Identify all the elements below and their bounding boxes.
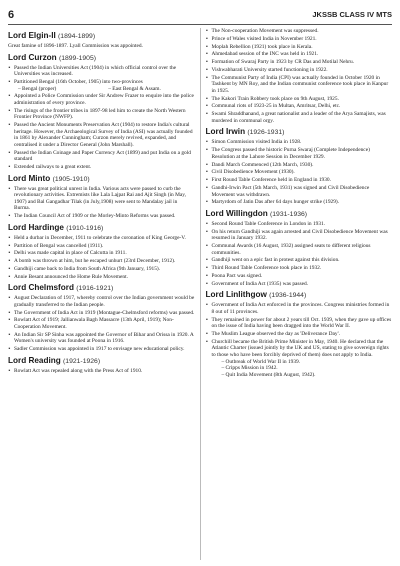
- section-heading-linlithgow: [206, 290, 393, 301]
- heading-years: (1899-1905): [58, 54, 96, 62]
- list-item: [206, 265, 393, 272]
- section-heading-hardinge: [8, 223, 195, 234]
- list-item: [206, 221, 393, 228]
- list-item-text: Partition of Bengal was cancelled (1911).: [14, 242, 104, 249]
- list-item: [8, 346, 195, 353]
- list-item-text: Poona Pact was signed.: [211, 272, 263, 279]
- sub-list: [14, 86, 195, 93]
- section-heading-elgin: [8, 31, 195, 42]
- bullet-icon: ▪: [206, 177, 208, 184]
- list-item-text: Dandi March Commenced (12th March, 1930).: [211, 161, 314, 168]
- bullet-icon: ▪: [8, 122, 11, 129]
- list-item-text: An Indian Sir SP Sinha was appointed the Governor of Bihar and Orissa in 1920. A Women's university was founded at Poona in 1916.: [14, 331, 194, 345]
- section-heading-minto: [8, 174, 195, 185]
- list-item: [206, 139, 393, 146]
- bullet-icon: ▪: [206, 59, 208, 66]
- bullet-icon: ▪: [206, 95, 208, 102]
- list-item: [206, 44, 393, 51]
- page-header: [8, 6, 392, 25]
- list-item: [206, 59, 393, 66]
- list-item-text: They remained in power for about 2 years till Oct. 1939, when they gave up offices on the issue of India having been dragged into the World War II.: [211, 316, 392, 330]
- list-item-text: The Congress passed the historic Purna Swaraj (Complete Independence) Resolution at the Lahore Session in December 1929.: [211, 147, 370, 160]
- right-column: [200, 28, 393, 560]
- list-item-text: Government of India Act enforced in the provinces. Congress ministries formed in 8 out of 11 provinces.: [211, 302, 390, 315]
- list-item: [8, 108, 195, 121]
- bullet-icon: ▪: [8, 78, 11, 85]
- bullet-icon: ▪: [206, 28, 208, 34]
- list-item: [8, 317, 195, 330]
- heading-years: (1905-1910): [52, 175, 90, 183]
- bullet-icon: ▪: [8, 242, 11, 249]
- list-item-text: Rowlatt Act was repealed along with the Press Act of 1910.: [14, 367, 143, 374]
- list-item: [8, 186, 195, 212]
- list-item: [206, 147, 393, 160]
- list-item-text: Extended railways to a great extent.: [14, 164, 92, 171]
- bullet-list-minto: [8, 186, 195, 220]
- bullet-icon: ▪: [206, 111, 208, 118]
- list-item: [206, 162, 393, 169]
- list-item-text: On his return Gandhiji was again arrested and Civil Disobedience Movement was resumed in January 1932.: [211, 228, 388, 242]
- bullet-list-curzon: [8, 65, 195, 171]
- list-item-text: Formation of Swaraj Party in 1923 by CR Das and Motilal Nehru.: [211, 59, 355, 66]
- bullet-icon: ▪: [8, 107, 11, 114]
- bullet-icon: ▪: [206, 184, 208, 191]
- section-heading-chelmsford: [8, 283, 195, 294]
- heading-years: (1931-1936): [270, 210, 308, 218]
- list-item: [206, 177, 393, 184]
- list-item: [206, 273, 393, 280]
- sub-item: – Outbreak of World War II in 1939.: [221, 358, 301, 365]
- heading-years: (1936-1944): [269, 292, 307, 300]
- page-number: 6: [8, 9, 15, 21]
- bullet-icon: ▪: [206, 147, 208, 154]
- sub-item: – Bengal (proper): [18, 85, 57, 92]
- list-item-text: Simon Commission visited India in 1928.: [211, 139, 302, 146]
- list-item-text: A bomb was thrown at him, but he escaped unhurt (23rd December, 1912).: [14, 258, 176, 265]
- section-heading-willingdon: [206, 209, 393, 220]
- heading-title: Lord Minto: [8, 173, 51, 183]
- heading-title: Lord Linlithgow: [205, 290, 267, 300]
- list-item-text: Prince of Wales visited India in November 1921.: [211, 35, 317, 42]
- list-item: [8, 250, 195, 257]
- list-item: [206, 243, 393, 256]
- heading-title: Lord Hardinge: [8, 222, 64, 232]
- bullet-icon: ▪: [8, 185, 11, 192]
- bullet-list-willingdon: [206, 221, 393, 287]
- list-item-text: Gandhiji went on a epic fast in protest against this division.: [211, 257, 340, 264]
- bullet-icon: ▪: [8, 234, 11, 241]
- list-item-text: Held a durbar in December, 1911 to celebrate the coronation of King George-V.: [14, 234, 186, 241]
- list-item: [206, 111, 393, 124]
- list-item: [206, 36, 393, 43]
- list-item: [8, 258, 195, 265]
- bullet-icon: ▪: [206, 43, 208, 50]
- bullet-icon: ▪: [8, 64, 11, 71]
- list-item-text: The Government of India Act in 1919 (Montague-Chelmsford reforms) was passed.: [14, 309, 195, 316]
- heading-title: Lord Irwin: [205, 127, 246, 137]
- heading-title: Lord Willingdon: [205, 208, 268, 218]
- list-item-text: Third Round Table Conference took place in 1932.: [211, 265, 322, 272]
- heading-years: (1910-1916): [66, 224, 104, 232]
- list-item: [8, 164, 195, 171]
- list-item-text: Rowlatt Act of 1919; Jallianwala Bagh Massacre (13th April, 1919); Non-Cooperation Movement.: [14, 317, 174, 331]
- bullet-icon: ▪: [206, 35, 208, 42]
- bullet-icon: ▪: [206, 338, 208, 345]
- bullet-list-reading-continued: [206, 28, 393, 124]
- list-item-text: The risings of the frontier tribes in 1897-98 led him to create the North Western Frontier Province (NWFP).: [14, 107, 186, 121]
- list-item: [206, 96, 393, 103]
- list-item: [8, 235, 195, 242]
- list-item: [8, 213, 195, 220]
- list-item-text: Churchill became the British Prime Minister in May, 1940. He declared that the Atlantic Charter (issued jointly by the UK and US, stating to give sovereign rights to those who have been forcibly deprived of them) does not apply to India.: [211, 338, 389, 359]
- list-item-text: Sadler Commission was appointed in 1917 to envisage new educational policy.: [14, 346, 185, 353]
- list-item-text: Civil Disobedience Movement (1930).: [211, 169, 295, 176]
- list-item-text: Gandhiji came back to India from South Africa (9th January, 1915).: [14, 265, 161, 272]
- list-item-text: The Non-cooperation Movement was suppressed.: [211, 28, 319, 34]
- bullet-icon: ▪: [206, 228, 208, 235]
- list-item: [206, 103, 393, 110]
- list-item-text: Vishwabharati University started functioning in 1922.: [211, 66, 328, 73]
- list-item-text: The Kakori Train Robbery took place on 9th August, 1925.: [211, 95, 339, 102]
- bullet-icon: ▪: [8, 309, 11, 316]
- bullet-icon: ▪: [206, 169, 208, 176]
- list-item-text: Ahmedabad session of the INC was held in 1921.: [211, 51, 319, 58]
- list-item-text: Annie Besant announced the Home Rule Movement.: [14, 273, 128, 280]
- bullet-icon: ▪: [206, 220, 208, 227]
- section-heading-irwin: [206, 127, 393, 138]
- list-item: [8, 266, 195, 273]
- list-item: [206, 331, 393, 338]
- bullet-list-irwin: [206, 139, 393, 205]
- sub-item: – Cripps Mission in 1942.: [221, 365, 278, 372]
- bullet-icon: ▪: [206, 257, 208, 264]
- bullet-icon: ▪: [8, 295, 11, 302]
- bullet-icon: ▪: [8, 331, 11, 338]
- list-item-text: Second Round Table Conference in London in 1931.: [211, 220, 326, 227]
- bullet-icon: ▪: [8, 265, 11, 272]
- list-item: [8, 332, 195, 345]
- heading-years: (1921-1926): [63, 357, 101, 365]
- list-item-text: Martyrdom of Jatin Das after 64 days hunger strike (1929).: [211, 199, 340, 206]
- list-item: [8, 150, 195, 163]
- list-item: [206, 257, 393, 264]
- list-item-text: Gandhi-Irwin Pact (5th March, 1931) was signed and Civil Disobedience Movement was withdrawn.: [211, 184, 370, 198]
- list-item: [206, 317, 393, 330]
- list-item: [8, 65, 195, 78]
- list-item: [206, 51, 393, 58]
- list-item: [206, 281, 393, 288]
- list-item: [8, 93, 195, 106]
- heading-years: (1926-1931): [247, 129, 285, 137]
- list-item-text: Moplah Rebellion (1921) took place in Kerala.: [211, 43, 313, 50]
- bullet-icon: ▪: [206, 66, 208, 73]
- list-item-text: Communal riots of 1923-25 in Multan, Amritsar, Delhi, etc.: [211, 103, 341, 110]
- list-item-text: Partitioned Bengal (16th October, 1905) into two-provinces: [14, 78, 143, 85]
- list-item-text: First Round Table Conference held in England in 1930.: [211, 177, 331, 184]
- list-item: [8, 79, 195, 92]
- book-title: JKSSB CLASS IV MTS: [312, 10, 392, 19]
- list-item: [206, 339, 393, 379]
- bullet-icon: ▪: [8, 250, 11, 257]
- sub-item: – Quit India Movement (8th August, 1942).: [221, 371, 316, 378]
- list-item: [206, 75, 393, 95]
- bullet-icon: ▪: [8, 317, 11, 324]
- list-item: [206, 302, 393, 315]
- list-item: [8, 310, 195, 317]
- section-heading-reading: [8, 356, 195, 367]
- bullet-icon: ▪: [8, 346, 11, 353]
- bullet-icon: ▪: [8, 213, 11, 220]
- bullet-icon: ▪: [206, 331, 208, 338]
- heading-title: Lord Curzon: [8, 52, 57, 62]
- list-item-text: Passed the Ancient Monuments Preservation Act (1904) to restore India's cultural heritage. However, the Archaeological Survey of India (ASI) was actually founded in 1861 by Alexander Cunningham; Curzon merely revived, expanded, and centralised it under a Director General (John Marshall).: [14, 122, 193, 148]
- list-item-text: The Indian Council Act of 1909 or the Morley-Minto Reforms was passed.: [14, 213, 176, 220]
- bullet-icon: ▪: [8, 258, 11, 265]
- bullet-icon: ▪: [206, 51, 208, 58]
- bullet-icon: ▪: [206, 139, 208, 146]
- list-item: [8, 122, 195, 148]
- list-item-text: Communal Awards (16 August, 1932) assigned seats to different religious communities.: [211, 243, 371, 256]
- bullet-icon: ▪: [206, 272, 208, 279]
- section-intro-elgin: Great famine of 1896-1897. Lyall Commission was appointed.: [8, 43, 143, 49]
- bullet-icon: ▪: [206, 316, 208, 323]
- list-item: [8, 243, 195, 250]
- section-heading-curzon: [8, 53, 195, 64]
- list-item: [206, 67, 393, 74]
- list-item: [8, 295, 195, 308]
- bullet-list-linlithgow: [206, 302, 393, 378]
- heading-years: (1894-1899): [58, 33, 96, 40]
- bullet-icon: ▪: [8, 149, 11, 156]
- list-item-text: Swami Shraddhanand, a great nationalist and a leader of the Arya Samajists, was murdered in communal orgy.: [211, 111, 386, 124]
- list-item: [206, 199, 393, 206]
- bullet-icon: ▪: [206, 280, 208, 287]
- two-column-body: [8, 28, 392, 560]
- list-item: [206, 169, 393, 176]
- list-item: [8, 368, 195, 375]
- bullet-icon: ▪: [8, 367, 11, 374]
- list-item-text: The Communist Party of India (CPI) was actually founded in October 1920 in Tashkent by MN Roy, and the Indian communist conference took place in Kanpur in 1925.: [211, 74, 389, 94]
- list-item: [206, 28, 393, 35]
- list-item-text: Appointed a Police Commission under Sir Andrew Frazer to enquire into the police administration of every province.: [14, 93, 194, 106]
- left-column: [8, 28, 200, 560]
- bullet-list-reading: [8, 368, 195, 375]
- list-item-text: Government of India Act (1935) was passed.: [211, 280, 309, 287]
- list-item-text: Passed the Indian Universities Act (1904) in which official control over the Universities was increased.: [14, 64, 177, 78]
- list-item-text: Delhi was made capital in place of Calcutta in 1911.: [14, 250, 127, 257]
- list-item-text: August Declaration of 1917, whereby control over the Indian government would be gradually transferred to the Indian people.: [14, 295, 195, 308]
- bullet-icon: ▪: [206, 103, 208, 110]
- list-item-text: The Muslim League observed the day as 'Deliverance Day'.: [211, 331, 340, 338]
- list-item-text: There was great political unrest in India. Various acts were passed to curb the revolutionary activities. Extremists like Lala Lajpat Rai and Ajit Singh (in May, 1907) and Bal Gangadhar Tilak (in July,1908) were sent to Mandalay jail in Burma.: [14, 185, 186, 212]
- heading-title: Lord Elgin-II: [8, 31, 56, 40]
- list-item: [8, 274, 195, 281]
- bullet-icon: ▪: [206, 199, 208, 206]
- list-item: [206, 229, 393, 242]
- bullet-list-hardinge: [8, 235, 195, 281]
- bullet-icon: ▪: [206, 302, 208, 309]
- heading-title: Lord Chelmsford: [8, 283, 74, 293]
- heading-years: (1916-1921): [76, 285, 114, 293]
- list-item-text: Passed the Indian Coinage and Paper Currency Act (1899) and put India on a gold standard: [14, 149, 191, 163]
- bullet-icon: ▪: [8, 93, 11, 100]
- list-item: [206, 185, 393, 198]
- bullet-icon: ▪: [8, 164, 11, 171]
- bullet-icon: ▪: [206, 243, 208, 250]
- bullet-icon: ▪: [8, 273, 11, 280]
- sub-item: – East Bengal & Assam.: [108, 85, 161, 92]
- bullet-icon: ▪: [206, 74, 208, 81]
- bullet-icon: ▪: [206, 161, 208, 168]
- bullet-icon: ▪: [206, 265, 208, 272]
- bullet-list-chelmsford: [8, 295, 195, 353]
- heading-title: Lord Reading: [8, 355, 61, 365]
